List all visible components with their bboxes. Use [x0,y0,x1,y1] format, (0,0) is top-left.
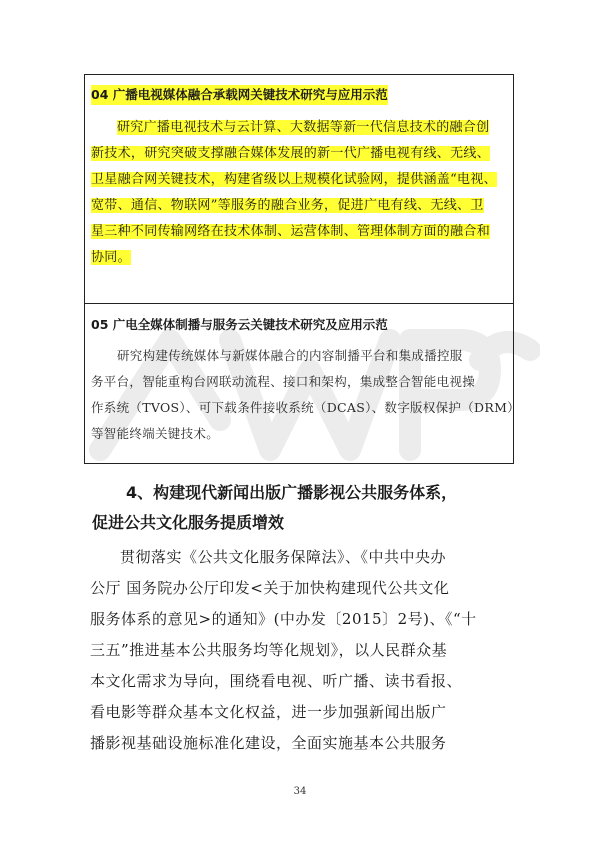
paragraph-line: 贯彻落实《公共文化服务保障法》、《中共中央办 [120,548,447,566]
section-05-line: 等智能终端关键技术。 [91,426,220,441]
section-04-title: 04 广播电视媒体融合承载网关键技术研究与应用示范 [91,85,388,105]
section-04-line: 宽带、通信、物联网”等服务的融合业务，促进广电有线、无线、卫 [91,198,484,213]
body-paragraph [90,542,520,759]
section-05-title: 05 广电全媒体制播与服务云关键技术研究及应用示范 [91,317,388,332]
section-04-line: 研究广播电视技术与云计算、大数据等新一代信息技术的融合创 [117,120,490,135]
heading-line: 促进公共文化服务提质增效 [92,513,285,532]
section-05 [85,303,520,463]
section-04-line: 协同。 [91,250,131,265]
paragraph-line: 播影视基础设施标准化建设，全面实施基本公共服务 [90,734,447,752]
section-05-line: 作系统（TVOS）、可下载条件接收系统（DCAS）、数字版权保护（DRM） [91,400,520,415]
section-04-line: 卫星融合网关键技术，构建省级以上规模化试验网，提供涵盖“电视、 [91,172,497,187]
heading-line: 4、构建现代新闻出版广播影视公共服务体系， [126,483,458,502]
section-05-line: 研究构建传统媒体与新媒体融合的内容制播平台和集成播控服 [117,348,463,363]
paragraph-line: 公厅 国务院办公厅印发<关于加快构建现代公共文化 [90,579,450,597]
section-05-line: 务平台，智能重构台网联动流程、接口和架构，集成整合智能电视操 [91,374,476,389]
paragraph-line: 本文化需求为导向，围绕看电视、听广播、读书看报、 [90,672,463,690]
section-04-line: 星三种不同传输网络在技术体制、运营体制、管理体制方面的融合和 [91,224,491,239]
project-table [84,74,520,464]
section-heading [92,478,532,538]
section-05-body [91,343,520,447]
section-04-line: 新技术，研究突破支撑融合媒体发展的新一代广播电视有线、无线、 [91,146,491,161]
paragraph-line: 服务体系的意见>的通知》(中办发〔2015〕2号)、《“十 [90,610,477,628]
paragraph-line: 三五”推进基本公共服务均等化规划》，以人民群众基 [90,641,448,659]
section-04-body [91,115,507,271]
page-number: 34 [293,786,307,797]
paragraph-line: 看电影等群众基本文化权益，进一步加强新闻出版广 [90,703,447,721]
section-04 [85,75,513,304]
